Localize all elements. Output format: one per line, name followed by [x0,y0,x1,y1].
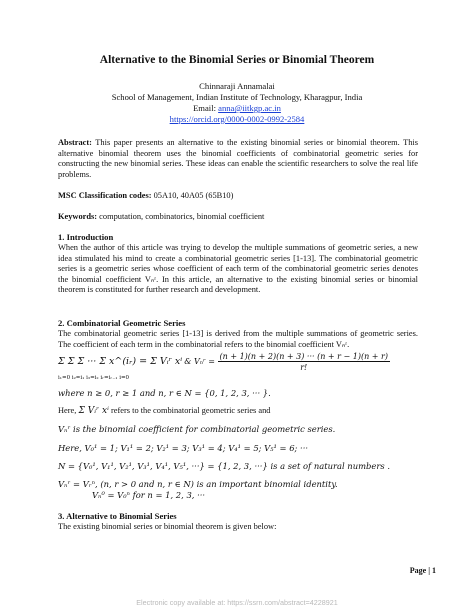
keywords [58,212,418,223]
orcid-link[interactable]: https://orcid.org/0000-0002-0992-2584 [169,114,305,124]
paper-title: Alternative to the Binomial Series or Binomial Theorem [99,54,375,66]
abstract [58,138,418,180]
here-line [58,406,438,416]
equation-limits: i₁=0 i₂=i₁ i₃=i₂ iᵣ=iᵣ₋₁ i=0 [58,375,130,381]
section-2-text: The combinatorial geometric series [1-13] is derived from the multiple summations of geometric series. The coefficient of each term in the combinatorial refers to the binomial coefficient Vₙʳ. [58,329,418,349]
here-suffix: refers to the combinatorial geometric series and [108,406,271,415]
author-email-line [0,103,474,114]
author-affiliation: School of Management, Indian Institute of Technology, Kharagpur, India [111,92,363,102]
equation-amp: & Vₙʳ = [184,356,218,366]
equation-lhs: Σ Σ Σ ··· Σ x^(iᵣ) = Σ Vᵢʳ xⁱ [58,355,183,367]
here-prefix: Here, [58,406,79,415]
equation-1 [58,352,438,372]
email-link[interactable]: anna@iitkgp.ac.in [218,103,281,113]
ssrn-watermark[interactable]: Electronic copy available at: https://ssrn.com/abstract=4228921 [136,598,338,607]
vnr-line: Vₙʳ is the binomial coefficient for combinatorial geometric series. [58,424,336,434]
values-line: Here, V₀¹ = 1; V₁¹ = 2; V₂¹ = 3; V₃¹ = 4; V₄¹ = 5; V₅¹ = 6; ··· [58,443,309,453]
section-1-text: When the author of this article was trying to develop the multiple summations of geometric series, a new idea stimulated his mind to create a combinatorial geometric series [1-13]. The combinatorial geometric series is a geometric series whose coefficient of each term of the combinatorial geometric series denotes the binomial coefficient Vₙʳ. In this article, an alternative to the existing binomial series or binomial theorem is constituted for further research and development. [58,243,418,295]
section-3-text: The existing binomial series or binomial theorem is given below: [58,522,277,531]
equation-fraction [218,352,390,372]
set-line: N = {V₀¹, V₁¹, V₂¹, V₃¹, V₄¹, V₅¹, ···} = {1, 2, 3, ···} is a set of natural numbers . [58,461,390,471]
abstract-label: Abstract: [58,138,92,147]
keywords-text: computation, combinatorics, binomial coefficient [97,212,265,221]
section-2-heading: 2. Combinatorial Geometric Series [58,318,186,328]
where-line: where n ≥ 0, r ≥ 1 and n, r ∈ N = {0, 1, 2, 3, ··· }. [58,388,271,398]
section-1-heading: 1. Introduction [58,232,114,242]
abstract-text: This paper presents an alternative to the existing binomial series or binomial theorem. This alternative binomial theorem uses the binomial coefficients of combinatorial geometric series for constructing the new binomial series. These ideas can enable the scientific researchers to solve the real life problems. [58,138,418,179]
identity-line-2: Vₙ⁰ = V₀ⁿ for n = 1, 2, 3, ··· [92,490,206,500]
here-sum: Σ Vᵢʳ xⁱ [78,406,109,416]
identity-line: Vₙʳ = Vᵣⁿ, (n, r > 0 and n, r ∈ N) is an important binomial identity. [58,479,338,489]
orcid-line [0,114,474,125]
equation-numerator: (n + 1)(n + 2)(n + 3) ··· (n + r − 1)(n + r) [219,352,388,361]
email-label: Email: [193,103,219,113]
msc-label: MSC Classification codes: [58,191,152,200]
keywords-label: Keywords: [58,212,98,221]
section-3-heading: 3. Alternative to Binomial Series [58,511,177,521]
msc-text: 05A10, 40A05 (65B10) [151,191,234,200]
msc-codes [58,191,418,202]
author-name: Chinnaraji Annamalai [199,81,275,91]
page-number: Page | 1 [409,566,436,575]
equation-denominator: r! [300,363,308,372]
